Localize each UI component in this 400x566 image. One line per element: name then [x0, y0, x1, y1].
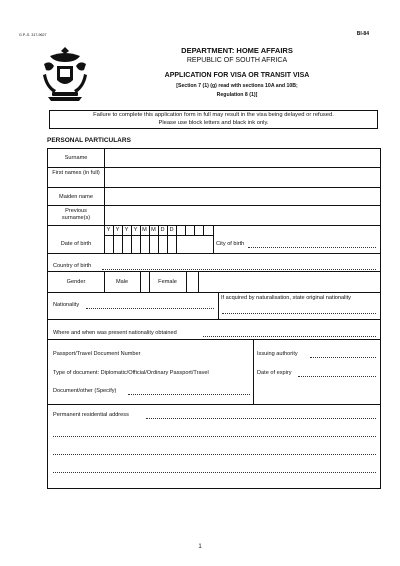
previous-surnames-label: Previous surname(s): [61, 208, 91, 221]
date-letter: Y: [106, 227, 111, 233]
date-letter: Y: [133, 227, 138, 233]
date-of-expiry-label: Date of expiry: [257, 370, 292, 376]
address-line-field[interactable]: [53, 436, 376, 437]
date-letter: M: [142, 227, 147, 233]
address-line-field[interactable]: [53, 472, 376, 473]
where-when-field[interactable]: [203, 336, 376, 337]
issuing-authority-label: Issuing authority: [257, 351, 298, 357]
male-label: Male: [115, 279, 129, 285]
document-other-label: Document/other (Specify): [53, 388, 117, 394]
form-title: APPLICATION FOR VISA OR TRANSIT VISA: [164, 72, 310, 79]
first-names-label: First names (in full): [52, 170, 100, 176]
naturalisation-note: If acquired by naturalisation, state original nationality: [221, 295, 351, 301]
document-other-field[interactable]: [128, 394, 250, 395]
female-checkbox[interactable]: [187, 272, 198, 291]
address-line-field[interactable]: [146, 418, 376, 419]
section-title: PERSONAL PARTICULARS: [47, 137, 131, 144]
country-of-birth-field[interactable]: [102, 269, 376, 270]
country-of-birth-label: Country of birth: [53, 263, 92, 269]
form-number: BI-84: [356, 31, 369, 37]
form-code: G.P.-S. 317-9627: [19, 33, 47, 37]
date-letter: D: [160, 227, 165, 233]
where-when-label: Where and when was present nationality obtained: [53, 330, 177, 336]
date-of-expiry-field[interactable]: [298, 376, 376, 377]
gender-label: Gender: [66, 279, 86, 285]
original-nationality-field[interactable]: [222, 313, 376, 314]
surname-label: Surname: [64, 155, 88, 161]
warning-line-1: Failure to complete this application form in full may result in the visa being delayed or refused.: [93, 112, 334, 118]
date-letter: Y: [115, 227, 120, 233]
department-heading: DEPARTMENT: HOME AFFAIRS: [181, 46, 293, 55]
document-type-label: Type of document: Diplomatic/Official/Ordinary Passport/Travel: [53, 370, 209, 376]
coat-of-arms-emblem: [40, 44, 90, 102]
country-heading: REPUBLIC OF SOUTH AFRICA: [186, 57, 288, 64]
personal-particulars-form: [47, 148, 381, 489]
warning-box: [49, 110, 378, 129]
residential-address-label: Permanent residential address: [53, 412, 129, 418]
issuing-authority-field[interactable]: [310, 357, 376, 358]
date-letter: Y: [124, 227, 129, 233]
city-of-birth-field[interactable]: [248, 247, 376, 248]
date-of-birth-label: Date of birth: [60, 241, 92, 247]
male-checkbox[interactable]: [141, 272, 149, 291]
page-number: 1: [198, 544, 202, 550]
warning-line-2: Please use block letters and black ink only.: [158, 119, 269, 126]
female-label: Female: [158, 279, 177, 285]
date-letter: D: [169, 227, 174, 233]
nationality-field[interactable]: [86, 308, 214, 309]
passport-number-label: Passport/Travel Document Number: [53, 351, 141, 357]
section-reference: [Section 7 (1) (g) read with sections 10A and 10B;: [176, 83, 298, 89]
nationality-label: Nationality: [53, 302, 80, 308]
maiden-name-label: Maiden name: [59, 194, 93, 200]
regulation-reference: Regulation 8 (1)]: [216, 92, 258, 98]
address-line-field[interactable]: [53, 454, 376, 455]
city-of-birth-label: City of birth: [216, 241, 245, 247]
date-letter: M: [151, 227, 156, 233]
